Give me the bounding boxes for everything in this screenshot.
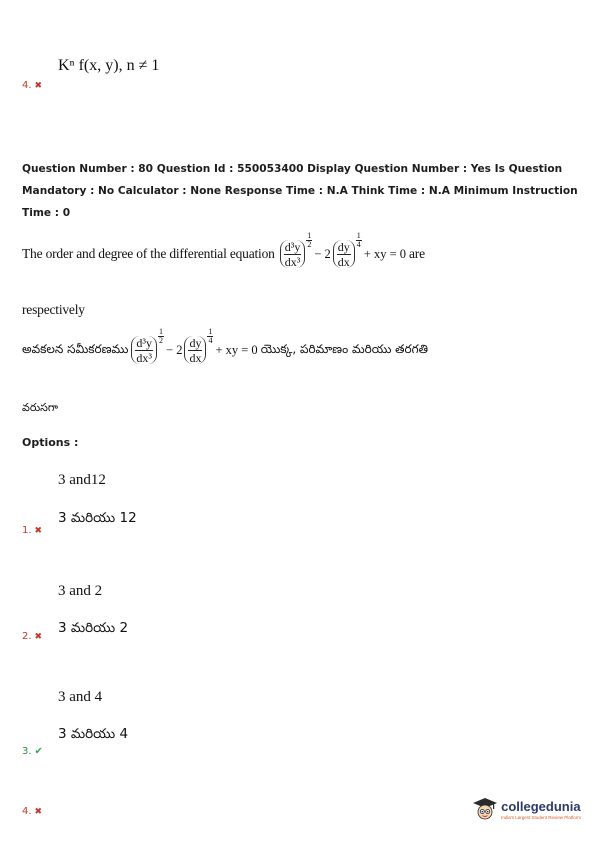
cross-icon: ✖ <box>34 81 43 91</box>
option-number-text: 2. <box>22 631 32 642</box>
question-meta <box>22 158 582 224</box>
option-2-telugu: 3 మరియు 2 <box>58 620 129 636</box>
question-telugu-prefix: అవకలన సమీకరణము <box>22 341 129 356</box>
options-label: Options : <box>22 436 79 449</box>
exp-den: 4 <box>356 239 361 249</box>
question-english-prefix: The order and degree of the differential equation <box>22 246 275 261</box>
equation-english <box>280 230 406 269</box>
frac-den: dx <box>189 351 202 365</box>
paren-left-group <box>280 240 306 268</box>
logo-name: collegedunia <box>501 798 581 814</box>
meta-line-3: Time : 0 <box>22 207 71 219</box>
exp-num: 1 <box>159 326 164 336</box>
option-number-text: 3. <box>22 746 32 757</box>
frac-num: d³y <box>284 240 301 254</box>
logo-text-group <box>501 799 581 820</box>
prev-option-number-text: 4. <box>22 80 32 91</box>
exp-den: 4 <box>208 335 213 345</box>
question-english-suffix: are <box>409 246 425 261</box>
exponent-2 <box>207 328 213 345</box>
frac-dy-dx <box>188 337 202 364</box>
frac-d3y-dx3 <box>284 241 302 268</box>
minus-two: − 2 <box>166 342 183 357</box>
option-2-number[interactable] <box>22 631 42 642</box>
option-number-text: 4. <box>22 806 32 817</box>
exponent-1 <box>306 232 312 249</box>
option-1-number[interactable] <box>22 525 42 536</box>
paren-right-group <box>184 336 206 364</box>
question-telugu-suffix: యొక్క, పరిమాణం మరియు తరగతి <box>260 341 429 356</box>
option-3-number[interactable] <box>22 746 43 757</box>
option-4-number[interactable] <box>22 806 42 817</box>
cross-icon: ✖ <box>34 526 43 536</box>
meta-line-1: Question Number : 80 Question Id : 550053400 Display Question Number : Yes Is Question <box>22 163 563 175</box>
cross-icon: ✖ <box>34 807 43 817</box>
graduate-mascot-icon <box>472 796 498 822</box>
question-english <box>22 230 425 269</box>
frac-num: dy <box>189 336 202 350</box>
logo-tagline: India's Largest Student Review Platform <box>501 814 581 820</box>
exp-den: 2 <box>159 335 164 345</box>
option-1-telugu: 3 మరియు 12 <box>58 510 137 526</box>
frac-dy-dx <box>337 241 351 268</box>
frac-d3y-dx3 <box>135 337 153 364</box>
equation-telugu <box>131 326 258 365</box>
question-telugu-line2: వరుసగా <box>22 401 59 414</box>
question-english-line2: respectively <box>22 302 85 317</box>
equation-tail: + xy = 0 <box>363 246 406 261</box>
cross-icon: ✖ <box>34 632 43 642</box>
option-3-english: 3 and 4 <box>58 689 103 705</box>
prev-option-expression: Kⁿ f(x, y), n ≠ 1 <box>58 57 160 74</box>
exp-den: 2 <box>307 239 312 249</box>
frac-num: d³y <box>136 336 153 350</box>
option-number-text: 1. <box>22 525 32 536</box>
frac-den: dx³ <box>136 351 153 365</box>
option-3-telugu: 3 మరియు 4 <box>58 726 129 742</box>
checkmark-icon: ✔ <box>34 746 43 757</box>
option-1-english: 3 and12 <box>58 472 106 488</box>
exp-num: 1 <box>356 230 361 240</box>
paren-left-group <box>131 336 157 364</box>
frac-den: dx³ <box>284 255 301 269</box>
option-2-english: 3 and 2 <box>58 583 103 599</box>
prev-option-number <box>22 80 42 91</box>
equation-tail: + xy = 0 <box>215 342 258 357</box>
meta-line-2: Mandatory : No Calculator : None Response Time : N.A Think Time : N.A Minimum Instruction <box>22 185 578 197</box>
question-telugu <box>22 326 429 365</box>
exp-num: 1 <box>307 230 312 240</box>
exponent-1 <box>158 328 164 345</box>
minus-two: − 2 <box>314 246 331 261</box>
exp-num: 1 <box>208 326 213 336</box>
exponent-2 <box>356 232 362 249</box>
paren-right-group <box>333 240 355 268</box>
frac-den: dx <box>337 255 350 269</box>
collegedunia-logo <box>472 796 581 822</box>
frac-num: dy <box>337 240 350 254</box>
